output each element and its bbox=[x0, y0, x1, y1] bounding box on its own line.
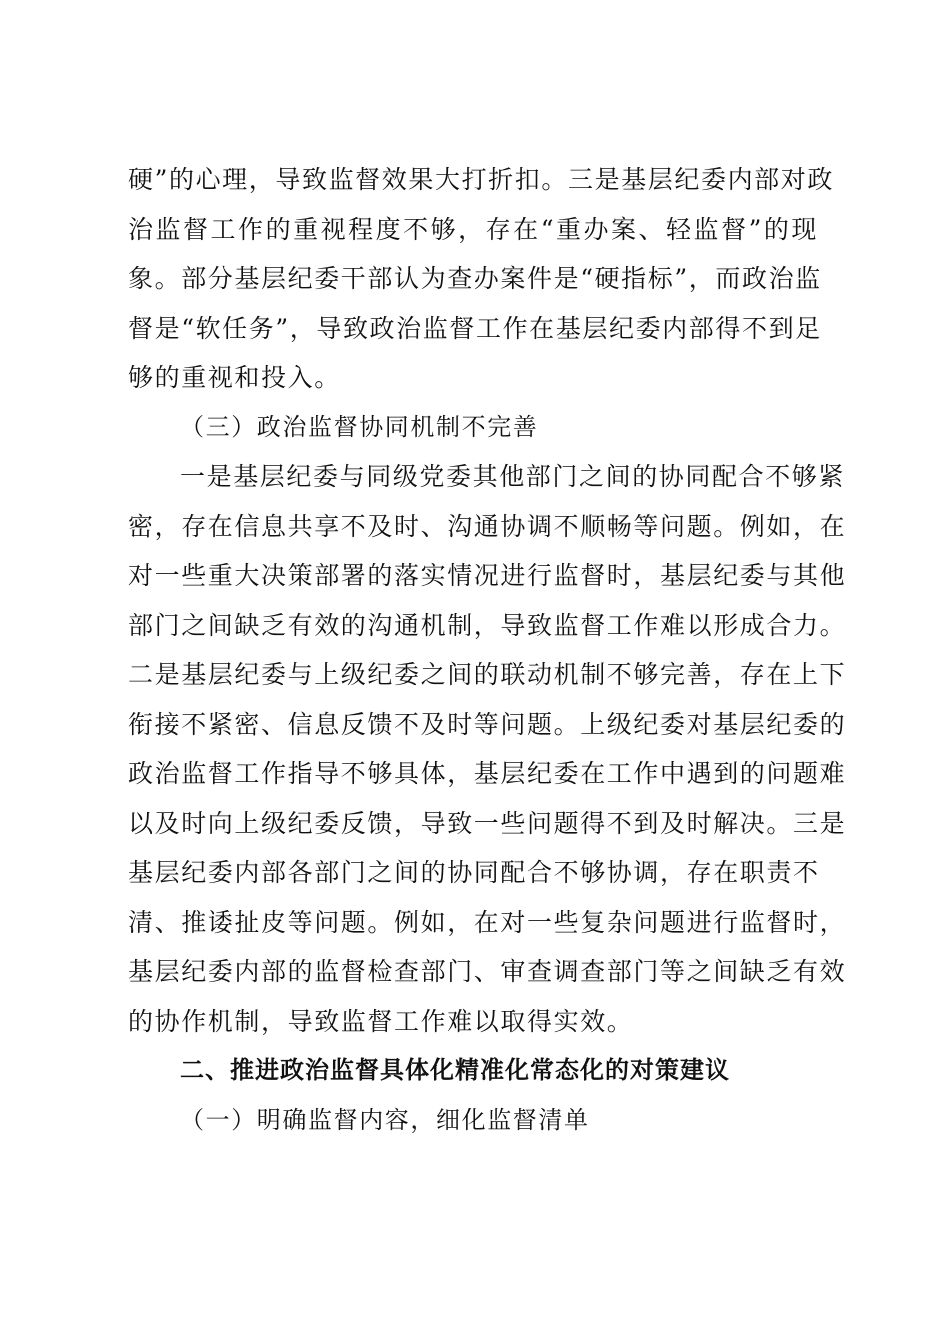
text-line: 清、推诿扯皮等问题。例如，在对一些复杂问题进行监督时， bbox=[128, 907, 847, 937]
section-subheading: （三）政治监督协同机制不完善 bbox=[180, 412, 539, 441]
text-line: 基层纪委内部各部门之间的协同配合不够协调，存在职责不 bbox=[128, 858, 820, 887]
section-heading: 二、推进政治监督具体化精准化常态化的对策建议 bbox=[180, 1056, 730, 1084]
text-line: 密，存在信息共享不及时、沟通协调不顺畅等问题。例如，在 bbox=[128, 511, 847, 541]
text-line: 象。部分基层纪委干部认为查办案件是“硬指标”，而政治监 bbox=[128, 264, 822, 293]
text-line: 政治监督工作指导不够具体，基层纪委在工作中遇到的问题难 bbox=[128, 759, 847, 788]
text-line: 二是基层纪委与上级纪委之间的联动机制不够完善，存在上下 bbox=[128, 660, 847, 689]
text-line: 督是“软任务”，导致政治监督工作在基层纪委内部得不到足 bbox=[128, 313, 822, 343]
text-line: 硬”的心理，导致监督效果大打折扣。三是基层纪委内部对政 bbox=[128, 165, 834, 194]
text-line: 衔接不紧密、信息反馈不及时等问题。上级纪委对基层纪委的 bbox=[128, 709, 847, 739]
text-line: 以及时向上级纪委反馈，导致一些问题得不到及时解决。三是 bbox=[128, 808, 847, 838]
text-line: 的协作机制，导致监督工作难以取得实效。 bbox=[128, 1006, 634, 1036]
text-line: 治监督工作的重视程度不够，存在“重办案、轻监督”的现 bbox=[128, 214, 818, 244]
text-line: 部门之间缺乏有效的沟通机制，导致监督工作难以形成合力。 bbox=[128, 610, 847, 640]
document-page bbox=[128, 155, 847, 1145]
text-line: 基层纪委内部的监督检查部门、审查调查部门等之间缺乏有效 bbox=[128, 957, 847, 986]
text-line: 够的重视和投入。 bbox=[128, 363, 341, 392]
text-line: 对一些重大决策部署的落实情况进行监督时，基层纪委与其他 bbox=[128, 561, 847, 590]
text-line: 一是基层纪委与同级党委其他部门之间的协同配合不够紧 bbox=[180, 462, 846, 491]
section-subheading: （一）明确监督内容，细化监督清单 bbox=[180, 1105, 590, 1134]
